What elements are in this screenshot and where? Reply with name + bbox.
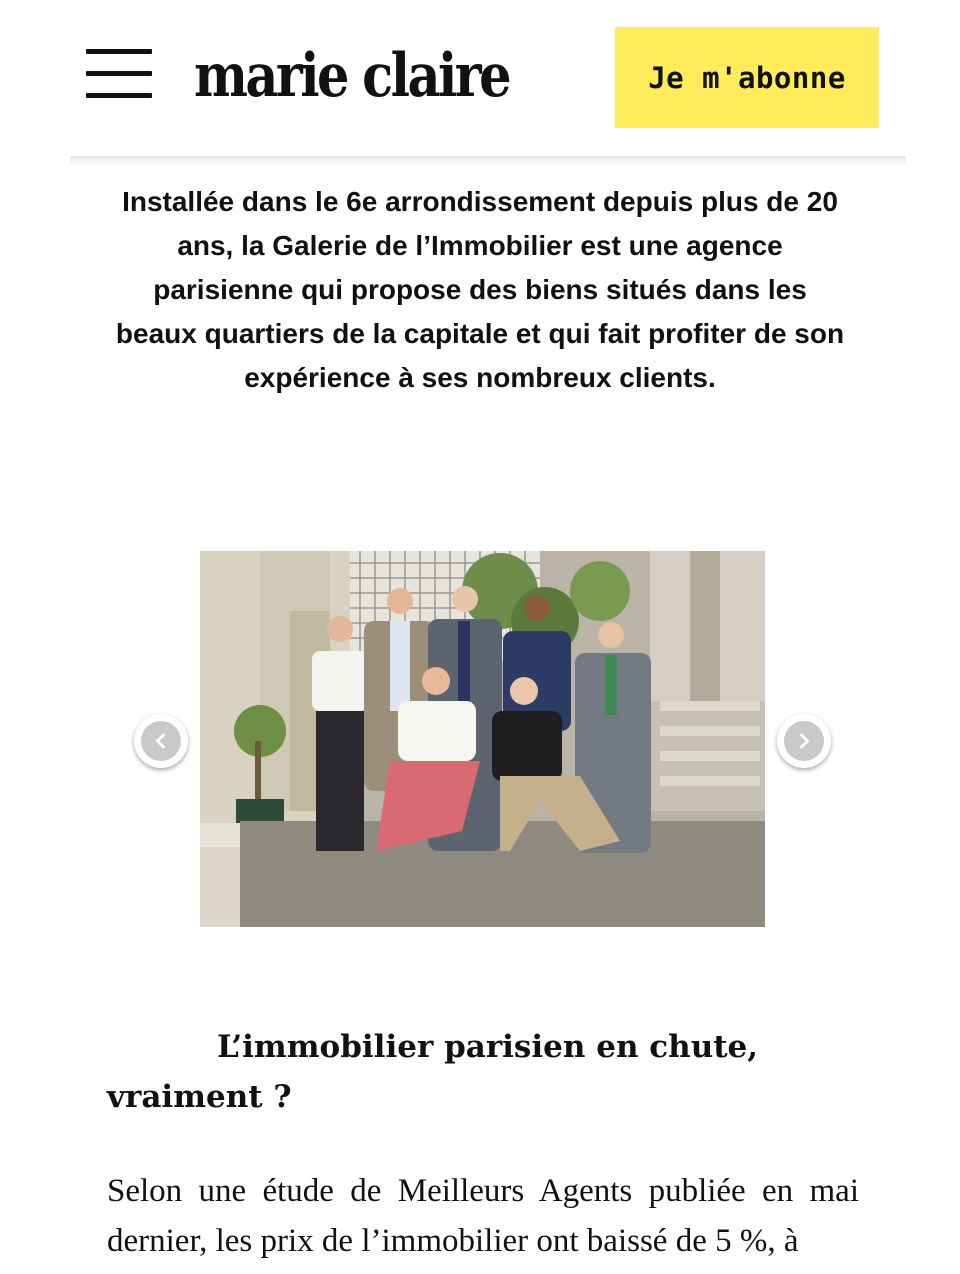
intro-paragraph: Installée dans le 6e arrondissement depuis plus de 20 ans, la Galerie de l’Immobilier est une agence parisienne qui propose des biens situés dans les beaux quartiers de la capitale et qui fait profiter de son expérience à ses nombreux clients. xyxy=(115,186,845,393)
menu-line xyxy=(86,71,152,76)
carousel-prev-button[interactable] xyxy=(134,714,188,768)
team-photo xyxy=(200,551,765,927)
site-header xyxy=(0,0,960,156)
site-logo[interactable]: marie claire xyxy=(194,41,510,111)
carousel-next-button[interactable] xyxy=(777,714,831,768)
photo-carousel[interactable] xyxy=(200,551,765,927)
subscribe-button[interactable]: Je m'abonne xyxy=(615,27,879,128)
menu-line xyxy=(86,49,152,54)
section-heading: L’immobilier parisien en chute, vraiment ? xyxy=(107,1029,759,1115)
hamburger-menu-icon[interactable] xyxy=(86,48,152,104)
header-shadow xyxy=(70,156,906,166)
menu-line xyxy=(86,93,152,98)
chevron-right-icon xyxy=(784,721,824,761)
chevron-left-icon xyxy=(141,721,181,761)
article-paragraph: Selon une étude de Meilleurs Agents publiée en mai dernier, les prix de l’immobilier ont baissé de 5 %, à xyxy=(107,1173,859,1259)
